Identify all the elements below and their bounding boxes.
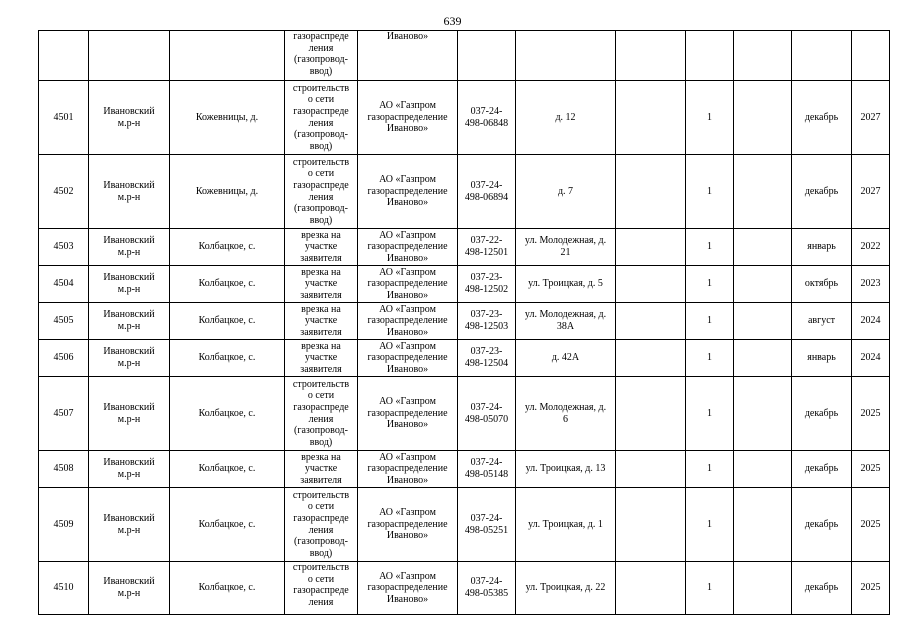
cell-year: 2027 [852,155,890,229]
cell-empty [616,229,686,266]
cell-work-type: врезка на участке заявителя [285,303,358,340]
cell-year: 2025 [852,451,890,488]
cell-work-type: врезка на участке заявителя [285,451,358,488]
cell-code: 037-24- 498-05070 [458,377,516,451]
cell-number: 4506 [39,340,89,377]
cell-empty [852,31,890,81]
cell-code: 037-23- 498-12502 [458,266,516,303]
cell-month: декабрь [792,488,852,562]
cell-month: декабрь [792,377,852,451]
cell-quantity: 1 [686,303,734,340]
cell-code: 037-24- 498-06894 [458,155,516,229]
cell-district: Ивановский м.р-н [89,303,170,340]
cell-district: Ивановский м.р-н [89,451,170,488]
cell-address: д. 7 [516,155,616,229]
cell-year: 2027 [852,81,890,155]
table-row-continuation [39,31,890,81]
cell-organization: АО «Газпром газораспределение Иваново» [358,229,458,266]
cell-empty [516,31,616,81]
cell-work-type: строительств о сети газораспреде ления [285,562,358,615]
cell-quantity: 1 [686,377,734,451]
cell-organization: АО «Газпром газораспределение Иваново» [358,155,458,229]
cell-quantity: 1 [686,451,734,488]
cell-work-type: строительств о сети газораспреде ления (газопровод- ввод) [285,377,358,451]
cell-empty [616,562,686,615]
cell-organization: АО «Газпром газораспределение Иваново» [358,451,458,488]
table-row [39,488,890,562]
table-row [39,562,890,615]
cell-organization: АО «Газпром газораспределение Иваново» [358,562,458,615]
cell-month: октябрь [792,266,852,303]
cell-quantity: 1 [686,266,734,303]
cell-year: 2025 [852,488,890,562]
cell-number: 4503 [39,229,89,266]
cell-number: 4507 [39,377,89,451]
cell-organization: АО «Газпром газораспределение Иваново» [358,377,458,451]
cell-empty [170,31,285,81]
cell-month: август [792,303,852,340]
cell-year: 2022 [852,229,890,266]
cell-empty [734,451,792,488]
cell-work-type: врезка на участке заявителя [285,266,358,303]
cell-empty [734,266,792,303]
cell-locality: Кожевницы, д. [170,155,285,229]
cell-year: 2024 [852,303,890,340]
cell-empty [39,31,89,81]
cell-quantity: 1 [686,340,734,377]
cell-year: 2024 [852,340,890,377]
cell-year: 2025 [852,562,890,615]
cell-code: 037-23- 498-12504 [458,340,516,377]
cell-district: Ивановский м.р-н [89,81,170,155]
table-row [39,303,890,340]
cell-quantity: 1 [686,155,734,229]
cell-address: ул. Молодежная, д. 21 [516,229,616,266]
cell-district: Ивановский м.р-н [89,155,170,229]
cell-empty [458,31,516,81]
cell-locality: Колбацкое, с. [170,266,285,303]
cell-empty [734,488,792,562]
cell-code: 037-24- 498-06848 [458,81,516,155]
cell-empty [616,81,686,155]
cell-address: ул. Троицкая, д. 22 [516,562,616,615]
cell-code: 037-24- 498-05148 [458,451,516,488]
cell-empty [734,562,792,615]
cell-empty [734,81,792,155]
cell-number: 4504 [39,266,89,303]
cell-number: 4505 [39,303,89,340]
cell-month: январь [792,340,852,377]
cell-address: д. 12 [516,81,616,155]
cell-empty [734,303,792,340]
cell-locality: Кожевницы, д. [170,81,285,155]
cell-locality: Колбацкое, с. [170,303,285,340]
cell-address: ул. Троицкая, д. 5 [516,266,616,303]
cell-district: Ивановский м.р-н [89,488,170,562]
cell-address: ул. Молодежная, д. 38А [516,303,616,340]
cell-work-type: врезка на участке заявителя [285,229,358,266]
cell-empty [616,303,686,340]
cell-work-type: строительств о сети газораспреде ления (газопровод- ввод) [285,488,358,562]
cell-work-type: строительств о сети газораспреде ления (газопровод- ввод) [285,155,358,229]
cell-quantity: 1 [686,229,734,266]
page-number: 639 [443,14,462,28]
cell-quantity: 1 [686,81,734,155]
cell-code: 037-24- 498-05251 [458,488,516,562]
table-row [39,340,890,377]
cell-empty [89,31,170,81]
cell-work-type: врезка на участке заявителя [285,340,358,377]
cell-organization: Иваново» [358,31,458,81]
cell-organization: АО «Газпром газораспределение Иваново» [358,340,458,377]
cell-year: 2025 [852,377,890,451]
cell-locality: Колбацкое, с. [170,340,285,377]
cell-month: декабрь [792,81,852,155]
cell-number: 4508 [39,451,89,488]
cell-empty [734,155,792,229]
cell-month: декабрь [792,562,852,615]
table-row [39,451,890,488]
cell-locality: Колбацкое, с. [170,377,285,451]
cell-empty [616,155,686,229]
cell-empty [616,266,686,303]
cell-year: 2023 [852,266,890,303]
cell-organization: АО «Газпром газораспределение Иваново» [358,266,458,303]
cell-month: январь [792,229,852,266]
cell-work-type: газораспреде ления (газопровод- ввод) [285,31,358,81]
table-row [39,377,890,451]
table-row [39,81,890,155]
cell-month: декабрь [792,155,852,229]
cell-empty [734,31,792,81]
cell-quantity: 1 [686,488,734,562]
cell-organization: АО «Газпром газораспределение Иваново» [358,81,458,155]
cell-locality: Колбацкое, с. [170,229,285,266]
cell-empty [792,31,852,81]
cell-empty [616,31,686,81]
cell-code: 037-24- 498-05385 [458,562,516,615]
cell-number: 4501 [39,81,89,155]
cell-address: ул. Молодежная, д. 6 [516,377,616,451]
cell-organization: АО «Газпром газораспределение Иваново» [358,488,458,562]
table-row [39,266,890,303]
cell-empty [734,340,792,377]
cell-empty [616,377,686,451]
cell-number: 4509 [39,488,89,562]
cell-empty [616,340,686,377]
cell-code: 037-22- 498-12501 [458,229,516,266]
cell-locality: Колбацкое, с. [170,562,285,615]
cell-empty [734,377,792,451]
table-row [39,229,890,266]
cell-locality: Колбацкое, с. [170,488,285,562]
cell-empty [734,229,792,266]
cell-code: 037-23- 498-12503 [458,303,516,340]
cell-address: ул. Троицкая, д. 1 [516,488,616,562]
cell-district: Ивановский м.р-н [89,340,170,377]
cell-district: Ивановский м.р-н [89,229,170,266]
cell-district: Ивановский м.р-н [89,377,170,451]
cell-number: 4510 [39,562,89,615]
cell-empty [616,451,686,488]
cell-empty [616,488,686,562]
cell-organization: АО «Газпром газораспределение Иваново» [358,303,458,340]
cell-month: декабрь [792,451,852,488]
table-row [39,155,890,229]
cell-district: Ивановский м.р-н [89,562,170,615]
cell-work-type: строительств о сети газораспреде ления (газопровод- ввод) [285,81,358,155]
cell-address: д. 42А [516,340,616,377]
cell-district: Ивановский м.р-н [89,266,170,303]
cell-number: 4502 [39,155,89,229]
cell-address: ул. Троицкая, д. 13 [516,451,616,488]
gas-connection-table [38,30,890,615]
cell-locality: Колбацкое, с. [170,451,285,488]
cell-quantity: 1 [686,562,734,615]
cell-empty [686,31,734,81]
